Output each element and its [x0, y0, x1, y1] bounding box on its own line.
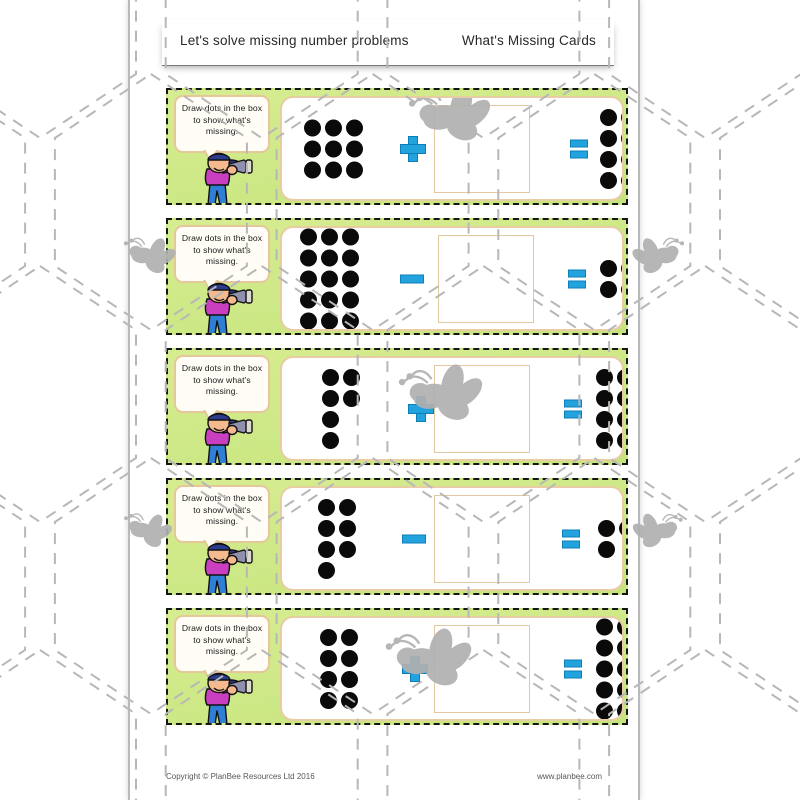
missing-number-answer-box[interactable]: [434, 365, 530, 453]
dot: [321, 312, 338, 329]
dot: [343, 369, 360, 386]
dot-column: [343, 369, 360, 449]
child-with-telescope-illustration: [186, 279, 262, 335]
dot: [600, 130, 617, 147]
copyright-text: Copyright © PlanBee Resources Ltd 2016: [166, 772, 315, 781]
dot-column: [320, 629, 337, 709]
what-is-missing-card[interactable]: [166, 218, 628, 335]
what-is-missing-card[interactable]: [166, 88, 628, 205]
dot: [598, 541, 615, 558]
lesson-title: Let's solve missing number problems: [180, 33, 409, 48]
instruction-speech-bubble: [174, 355, 270, 413]
result-dots: [600, 109, 624, 189]
dot: [617, 618, 624, 635]
dot-column: [304, 119, 321, 178]
dot: [600, 109, 617, 126]
child-with-telescope-illustration: [186, 149, 262, 205]
instruction-speech-bubble: [174, 95, 270, 153]
dot: [617, 681, 624, 698]
left-operand-dots: [320, 629, 358, 709]
website-text: www.planbee.com: [537, 772, 602, 781]
equals-operator-icon: [564, 659, 582, 678]
dot: [320, 650, 337, 667]
equation-work-area: [280, 96, 624, 201]
dot: [304, 119, 321, 136]
dot: [596, 390, 613, 407]
dot: [321, 291, 338, 308]
dot: [342, 291, 359, 308]
dot: [617, 390, 624, 407]
dot: [342, 249, 359, 266]
dot: [342, 270, 359, 287]
dot-column: [346, 119, 363, 178]
child-illustration: [186, 149, 262, 205]
dot: [600, 260, 617, 277]
what-is-missing-card[interactable]: [166, 608, 628, 725]
result-dots: [600, 260, 624, 298]
dot: [300, 249, 317, 266]
dot: [339, 541, 356, 558]
dot-column: [300, 228, 317, 329]
plus-operator-icon: [402, 656, 428, 682]
dot: [621, 260, 624, 277]
dot: [300, 312, 317, 329]
equals-operator-icon: [562, 529, 580, 548]
left-operand-dots: [304, 119, 363, 178]
missing-number-answer-box[interactable]: [438, 235, 534, 323]
dot: [318, 541, 335, 558]
dot: [339, 499, 356, 516]
plus-operator-icon: [400, 136, 426, 162]
dot-column: [596, 369, 613, 449]
dot: [322, 390, 339, 407]
dot: [596, 660, 613, 677]
what-is-missing-card[interactable]: [166, 478, 628, 595]
dot: [320, 671, 337, 688]
missing-number-answer-box[interactable]: [434, 105, 530, 193]
dot: [325, 140, 342, 157]
dot: [343, 390, 360, 407]
dot: [341, 671, 358, 688]
result-dots: [596, 618, 624, 719]
dot: [318, 562, 335, 579]
equation-work-area: [280, 616, 624, 721]
dot: [346, 140, 363, 157]
equals-operator-icon: [570, 139, 588, 158]
instruction-speech-bubble: [174, 225, 270, 283]
dot: [322, 369, 339, 386]
dot: [621, 281, 624, 298]
dot-column: [600, 260, 617, 298]
dot: [300, 228, 317, 245]
dot: [596, 432, 613, 449]
result-dots: [598, 520, 624, 558]
dot-column: [619, 520, 624, 558]
dot-column: [621, 260, 624, 298]
what-is-missing-card[interactable]: [166, 348, 628, 465]
instruction-speech-bubble: [174, 615, 270, 673]
dot: [341, 650, 358, 667]
dot: [341, 629, 358, 646]
equals-operator-icon: [568, 269, 586, 288]
dot-column: [617, 618, 624, 719]
result-dots: [596, 369, 624, 449]
dot: [300, 291, 317, 308]
dot: [304, 140, 321, 157]
missing-number-answer-box[interactable]: [434, 495, 530, 583]
equation-work-area: [280, 486, 624, 591]
child-illustration: [186, 279, 262, 335]
dot: [322, 411, 339, 428]
dot: [600, 172, 617, 189]
dot: [600, 281, 617, 298]
dot: [600, 151, 617, 168]
cards-list: [166, 88, 628, 725]
dot: [346, 119, 363, 136]
dot: [617, 369, 624, 386]
dot: [318, 499, 335, 516]
dot-column: [621, 109, 624, 189]
equation-work-area: [280, 356, 624, 461]
dot: [617, 702, 624, 719]
dot: [596, 411, 613, 428]
dot: [617, 660, 624, 677]
dot: [325, 161, 342, 178]
dot: [318, 520, 335, 537]
dot: [621, 109, 624, 126]
dot-column: [322, 369, 339, 449]
instruction-text: Draw dots in the box to show what's missing.: [181, 363, 263, 396]
instruction-text: Draw dots in the box to show what's missing.: [181, 493, 263, 526]
equals-operator-icon: [564, 399, 582, 418]
dot: [621, 130, 624, 147]
left-operand-dots: [322, 369, 360, 449]
dot: [619, 520, 624, 537]
dot: [596, 702, 613, 719]
dot: [621, 151, 624, 168]
dot: [341, 692, 358, 709]
minus-operator-icon: [402, 534, 426, 543]
dot: [596, 681, 613, 698]
dot: [596, 639, 613, 656]
dot: [598, 520, 615, 537]
dot-column: [596, 618, 613, 719]
dot: [617, 432, 624, 449]
dot: [322, 432, 339, 449]
child-illustration: [186, 669, 262, 725]
header-banner: [162, 20, 614, 65]
missing-number-answer-box[interactable]: [434, 625, 530, 713]
equation-work-area: [280, 226, 624, 331]
dot-column: [321, 228, 338, 329]
dot-column: [339, 499, 356, 579]
dot: [325, 119, 342, 136]
instruction-speech-bubble: [174, 485, 270, 543]
dot-column: [342, 228, 359, 329]
instruction-text: Draw dots in the box to show what's missing.: [181, 233, 263, 266]
child-with-telescope-illustration: [186, 669, 262, 725]
dot: [321, 228, 338, 245]
dot: [617, 639, 624, 656]
left-operand-dots: [318, 499, 356, 579]
plus-operator-icon: [408, 396, 434, 422]
dot: [321, 270, 338, 287]
dot: [346, 161, 363, 178]
worksheet-page: [128, 0, 640, 800]
dot-column: [325, 119, 342, 178]
child-with-telescope-illustration: [186, 539, 262, 595]
resource-title: What's Missing Cards: [461, 33, 596, 48]
child-illustration: [186, 409, 262, 465]
dot-column: [318, 499, 335, 579]
dot: [617, 411, 624, 428]
dot: [342, 312, 359, 329]
dot: [304, 161, 321, 178]
dot-column: [341, 629, 358, 709]
dot-column: [600, 109, 617, 189]
dot: [596, 369, 613, 386]
instruction-text: Draw dots in the box to show what's missing.: [181, 103, 263, 136]
dot: [342, 228, 359, 245]
instruction-text: Draw dots in the box to show what's missing.: [181, 623, 263, 656]
dot: [596, 618, 613, 635]
minus-operator-icon: [400, 274, 424, 283]
dot-column: [617, 369, 624, 449]
dot: [621, 172, 624, 189]
child-illustration: [186, 539, 262, 595]
dot-column: [598, 520, 615, 558]
left-operand-dots: [300, 228, 359, 329]
dot: [320, 629, 337, 646]
dot: [339, 520, 356, 537]
dot: [300, 270, 317, 287]
dot: [320, 692, 337, 709]
dot: [321, 249, 338, 266]
child-with-telescope-illustration: [186, 409, 262, 465]
